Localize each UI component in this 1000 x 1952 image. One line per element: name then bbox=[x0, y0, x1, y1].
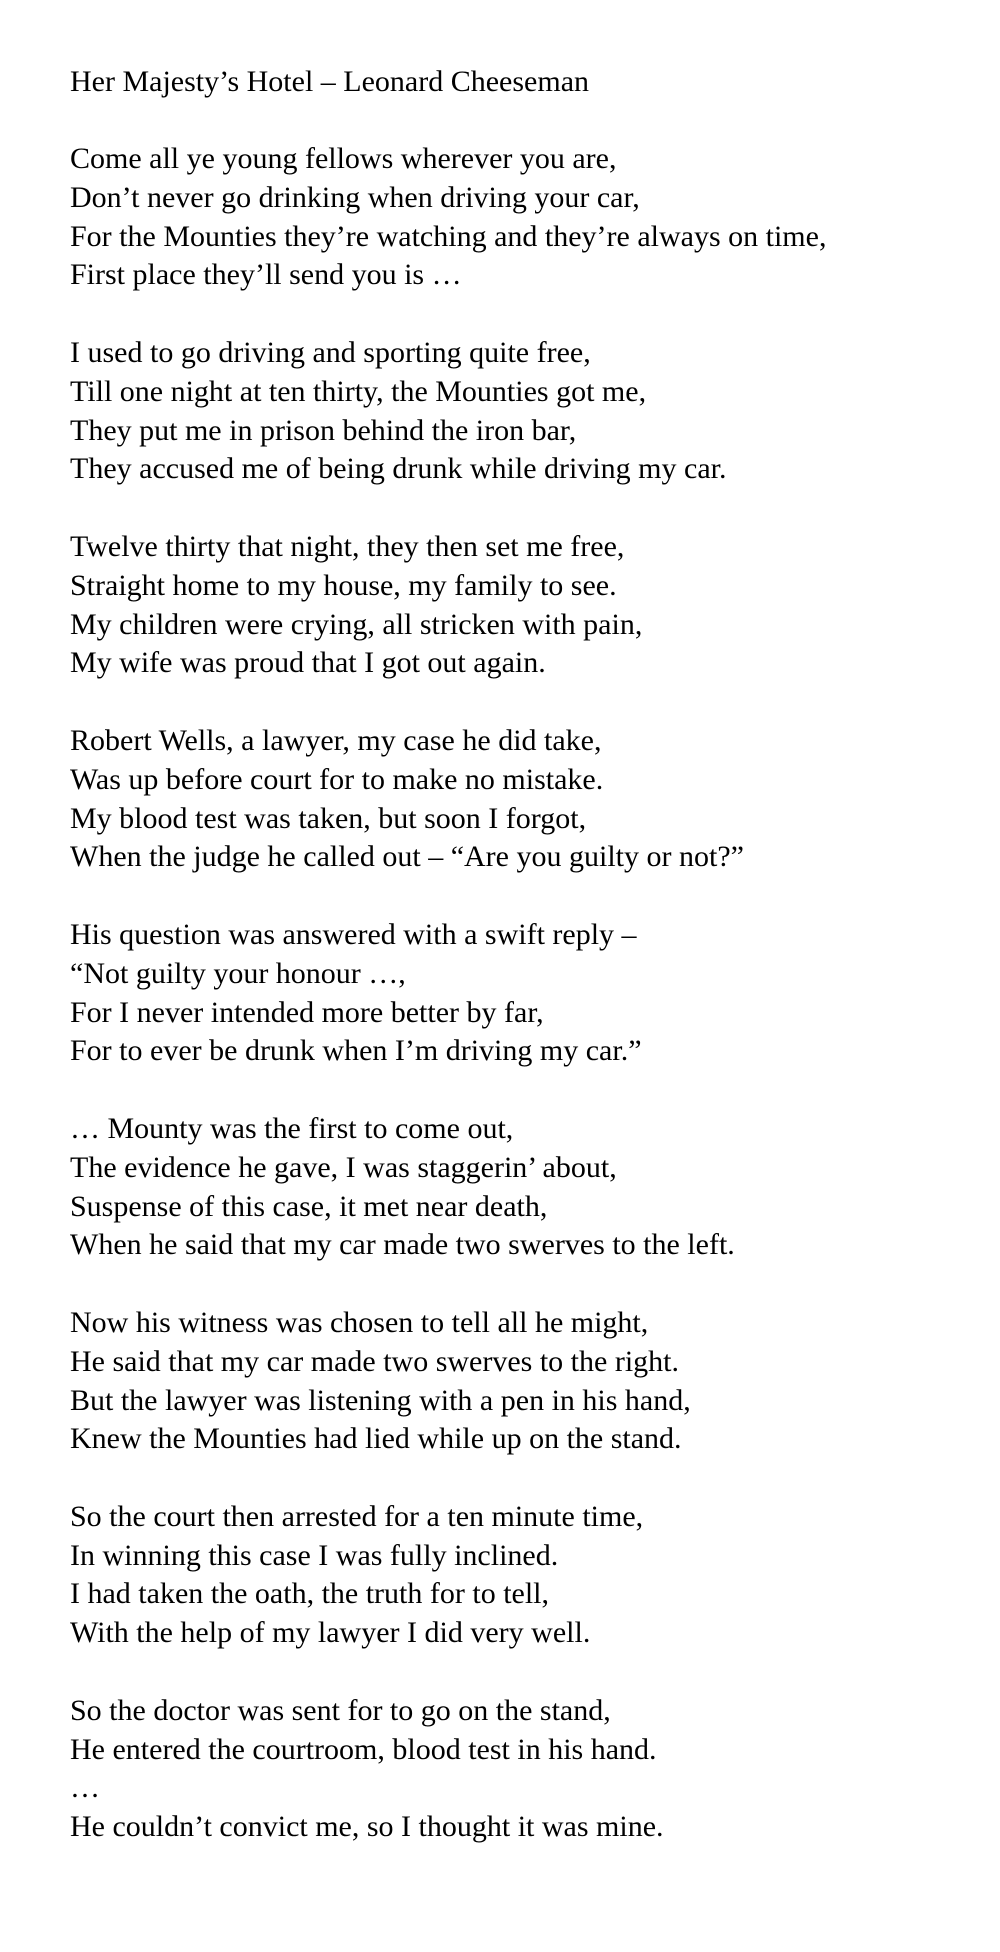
stanza-3 bbox=[70, 528, 970, 683]
stanza-line: Twelve thirty that night, they then set me free, bbox=[70, 529, 625, 563]
stanza-line: My children were crying, all stricken with pain, bbox=[70, 607, 643, 641]
stanza-line: Was up before court for to make no mistake. bbox=[70, 762, 604, 796]
stanza-5 bbox=[70, 916, 970, 1071]
stanza-line: My blood test was taken, but soon I forgot, bbox=[70, 801, 587, 835]
stanza-line: For I never intended more better by far, bbox=[70, 995, 544, 1029]
stanza-line: In winning this case I was fully inclined. bbox=[70, 1538, 559, 1572]
stanza-9 bbox=[70, 1692, 970, 1847]
stanza-line: Now his witness was chosen to tell all he might, bbox=[70, 1305, 649, 1339]
stanza-line: I used to go driving and sporting quite free, bbox=[70, 335, 591, 369]
stanza-line: When the judge he called out – “Are you guilty or not?” bbox=[70, 840, 744, 874]
stanza-line: Come all ye young fellows wherever you are, bbox=[70, 142, 617, 175]
document-page bbox=[70, 62, 970, 1886]
stanza-line: … bbox=[70, 1771, 100, 1805]
stanza-6 bbox=[70, 1110, 970, 1265]
document-title: Her Majesty’s Hotel – Leonard Cheeseman bbox=[70, 65, 590, 98]
stanza-8 bbox=[70, 1498, 970, 1653]
stanza-line: For the Mounties they’re watching and they’re always on time, bbox=[70, 219, 827, 253]
stanza-line: Robert Wells, a lawyer, my case he did take, bbox=[70, 723, 602, 757]
stanza-line: He couldn’t convict me, so I thought it was mine. bbox=[70, 1810, 664, 1844]
stanza-line: First place they’ll send you is … bbox=[70, 258, 462, 292]
stanza-line: But the lawyer was listening with a pen in his hand, bbox=[70, 1383, 691, 1417]
stanza-line: With the help of my lawyer I did very well. bbox=[70, 1616, 591, 1650]
stanza-line: He entered the courtroom, blood test in his hand. bbox=[70, 1732, 657, 1766]
stanza-line: Till one night at ten thirty, the Mounties got me, bbox=[70, 374, 647, 408]
stanza-line: “Not guilty your honour …, bbox=[70, 956, 406, 990]
stanza-line: When he said that my car made two swerves to the left. bbox=[70, 1228, 735, 1262]
stanza-7 bbox=[70, 1304, 970, 1459]
stanza-line: Suspense of this case, it met near death, bbox=[70, 1189, 548, 1223]
stanza-line: So the court then arrested for a ten minute time, bbox=[70, 1499, 644, 1533]
stanza-line: Straight home to my house, my family to see. bbox=[70, 568, 617, 602]
stanza-line: Knew the Mounties had lied while up on the stand. bbox=[70, 1422, 682, 1456]
stanza-line: The evidence he gave, I was staggerin’ about, bbox=[70, 1150, 617, 1184]
stanza-line: For to ever be drunk when I’m driving my car.” bbox=[70, 1034, 642, 1068]
stanza-line: He said that my car made two swerves to the right. bbox=[70, 1344, 679, 1378]
stanza-line: Don’t never go drinking when driving your car, bbox=[70, 180, 640, 214]
stanza-4 bbox=[70, 722, 970, 877]
stanza-1 bbox=[70, 140, 970, 295]
stanza-line: I had taken the oath, the truth for to tell, bbox=[70, 1577, 550, 1611]
stanza-line: His question was answered with a swift reply – bbox=[70, 917, 637, 951]
stanza-line: My wife was proud that I got out again. bbox=[70, 646, 546, 680]
stanza-line: They put me in prison behind the iron bar, bbox=[70, 413, 577, 447]
stanza-line: … Mounty was the first to come out, bbox=[70, 1111, 514, 1145]
stanza-2 bbox=[70, 334, 970, 489]
stanza-line: They accused me of being drunk while driving my car. bbox=[70, 452, 727, 486]
stanza-line: So the doctor was sent for to go on the stand, bbox=[70, 1693, 611, 1727]
